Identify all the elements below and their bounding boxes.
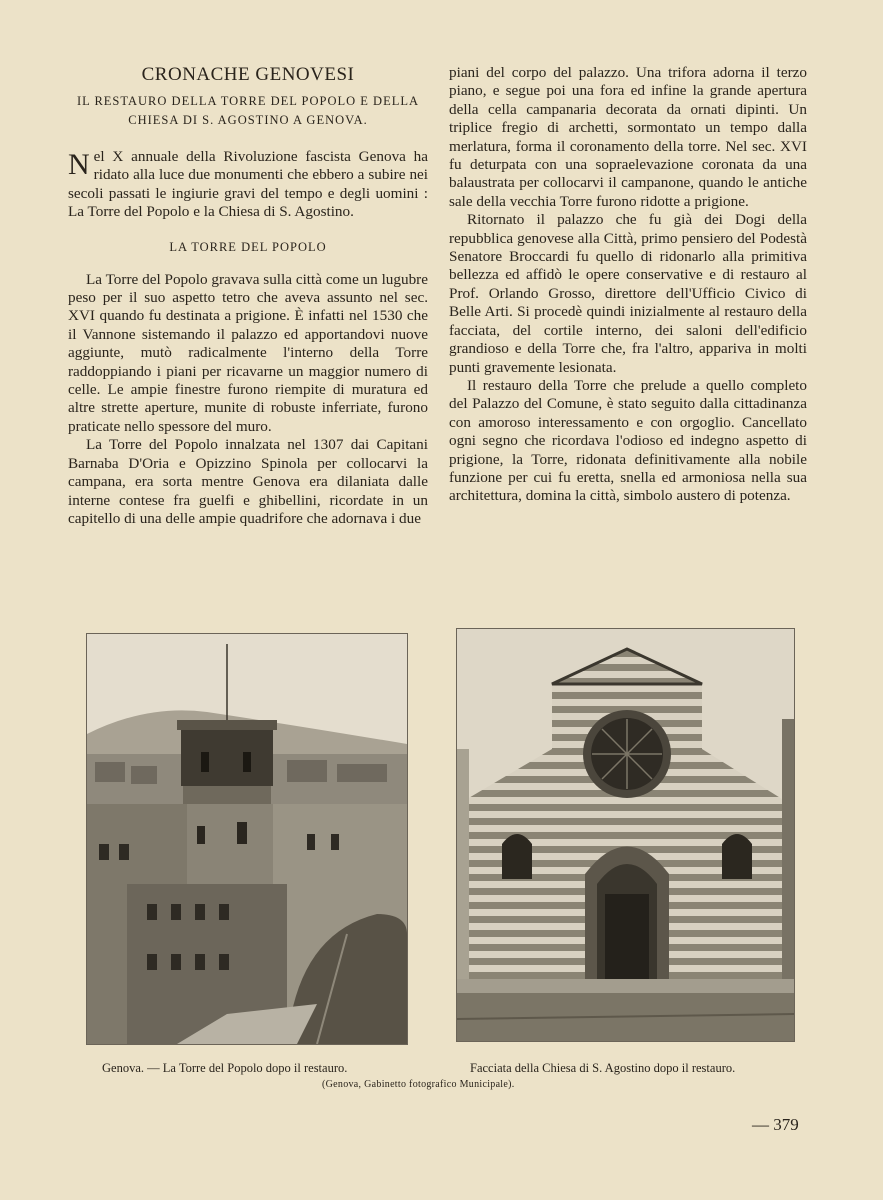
drop-cap: N	[68, 148, 90, 181]
caption-right: Facciata della Chiesa di S. Agostino dopo il restauro.	[470, 1061, 736, 1075]
tower-photo-illustration	[87, 634, 407, 1044]
paragraph-1: La Torre del Popolo gravava sulla città come un lugubre peso per il suo aspetto tetro che aveva assunto nel sec. XVI quando fu destinata a prigione. È infatti nel 1530 che il Vannone sistemando il palazzo ed apportandovi nuove aggiunte, mutò radicalmente l'interno della Torre raddoppiando i piani per ricavarne un maggior numero di celle. Le ampie finestre furono riempite di muratura ed altre strette aperture, munite di robuste inferriate, furono praticate nello spessore del muro.	[68, 270, 428, 435]
section-heading: LA TORRE DEL POPOLO	[169, 239, 327, 254]
paragraph-2-continued: piani del corpo del palazzo. Una trifora adorna il terzo piano, e segue poi una fora ed infine la grande apertura della cella campanaria decorata da ornati dipinti. Un triplice fregio di archetti, sormontato un tempo dalla merlatura, forma il coronamento della torre. Nel sec. XVI fu deturpata con una sopraelevazione coronata da una balaustrata per collocarvi il campanone, quando le antiche sale della vecchia Torre furono ridotte a prigione.	[449, 64, 807, 210]
photo-torre-del-popolo	[86, 633, 408, 1045]
church-photo-illustration	[457, 629, 794, 1041]
paragraph-4: Il restauro della Torre che prelude a quello completo del Palazzo del Comune, è stato seguito dalla cittadinanza con amoroso interessamento e con orgoglio. Cancellato ogni segno che ricordava l'odioso ed indegno aspetto di prigione, la Torre, ridonata definitivamente alla nobile funzione per cui fu eretta, snella ed armoniosa nella sua architettura, domina la città, simbolo austero di potenza.	[449, 376, 807, 505]
intro-text: el X annuale della Rivoluzione fascista Genova ha ridato alla luce due monumenti che ebbero a subire nei secoli passati le ingiurie gravi del tempo e degli uomini : La Torre del Popolo e la Chiesa di S. Agostino.	[68, 148, 428, 221]
article-subtitle	[68, 92, 428, 130]
left-column	[68, 64, 428, 528]
paragraph-3: Ritornato il palazzo che fu già dei Dogi della repubblica genovese alla Città, primo pensiero del Podestà Senatore Broccardi fu quello di ridonarlo alla primitiva bellezza ed affidò le opere conservative e di restauro al Prof. Orlando Grosso, direttore dell'Ufficio Civico di Belle Arti. Si procedè quindi inizialmente al restauro della facciata, del cortile interno, dei saloni dell'edificio grandioso e della Torre che, fra l'altro, appariva in molti punti gravemente lesionata.	[449, 211, 807, 376]
photo-credit: (Genova, Gabinetto fotografico Municipale).	[322, 1079, 515, 1090]
right-column	[449, 64, 807, 506]
photo-chiesa-s-agostino	[456, 628, 795, 1042]
article-title: CRONACHE GENOVESI	[141, 64, 355, 85]
subtitle-line-1: IL RESTAURO DELLA TORRE DEL POPOLO E DELLA	[76, 94, 420, 108]
intro-paragraph	[68, 148, 428, 222]
page-number: — 379	[752, 1115, 799, 1134]
caption-left: Genova. — La Torre del Popolo dopo il restauro.	[102, 1061, 348, 1075]
paragraph-2: La Torre del Popolo innalzata nel 1307 dai Capitani Barnaba D'Oria e Opizzino Spinola per collocarvi la campana, era sorta mentre Genova era dilaniata dalle interne contese fra guelfi e ghibellini, ricordate in un capitello di una delle ampie quadrifore che adornava i due	[68, 436, 428, 527]
subtitle-line-2: CHIESA DI S. AGOSTINO A GENOVA.	[128, 113, 368, 127]
